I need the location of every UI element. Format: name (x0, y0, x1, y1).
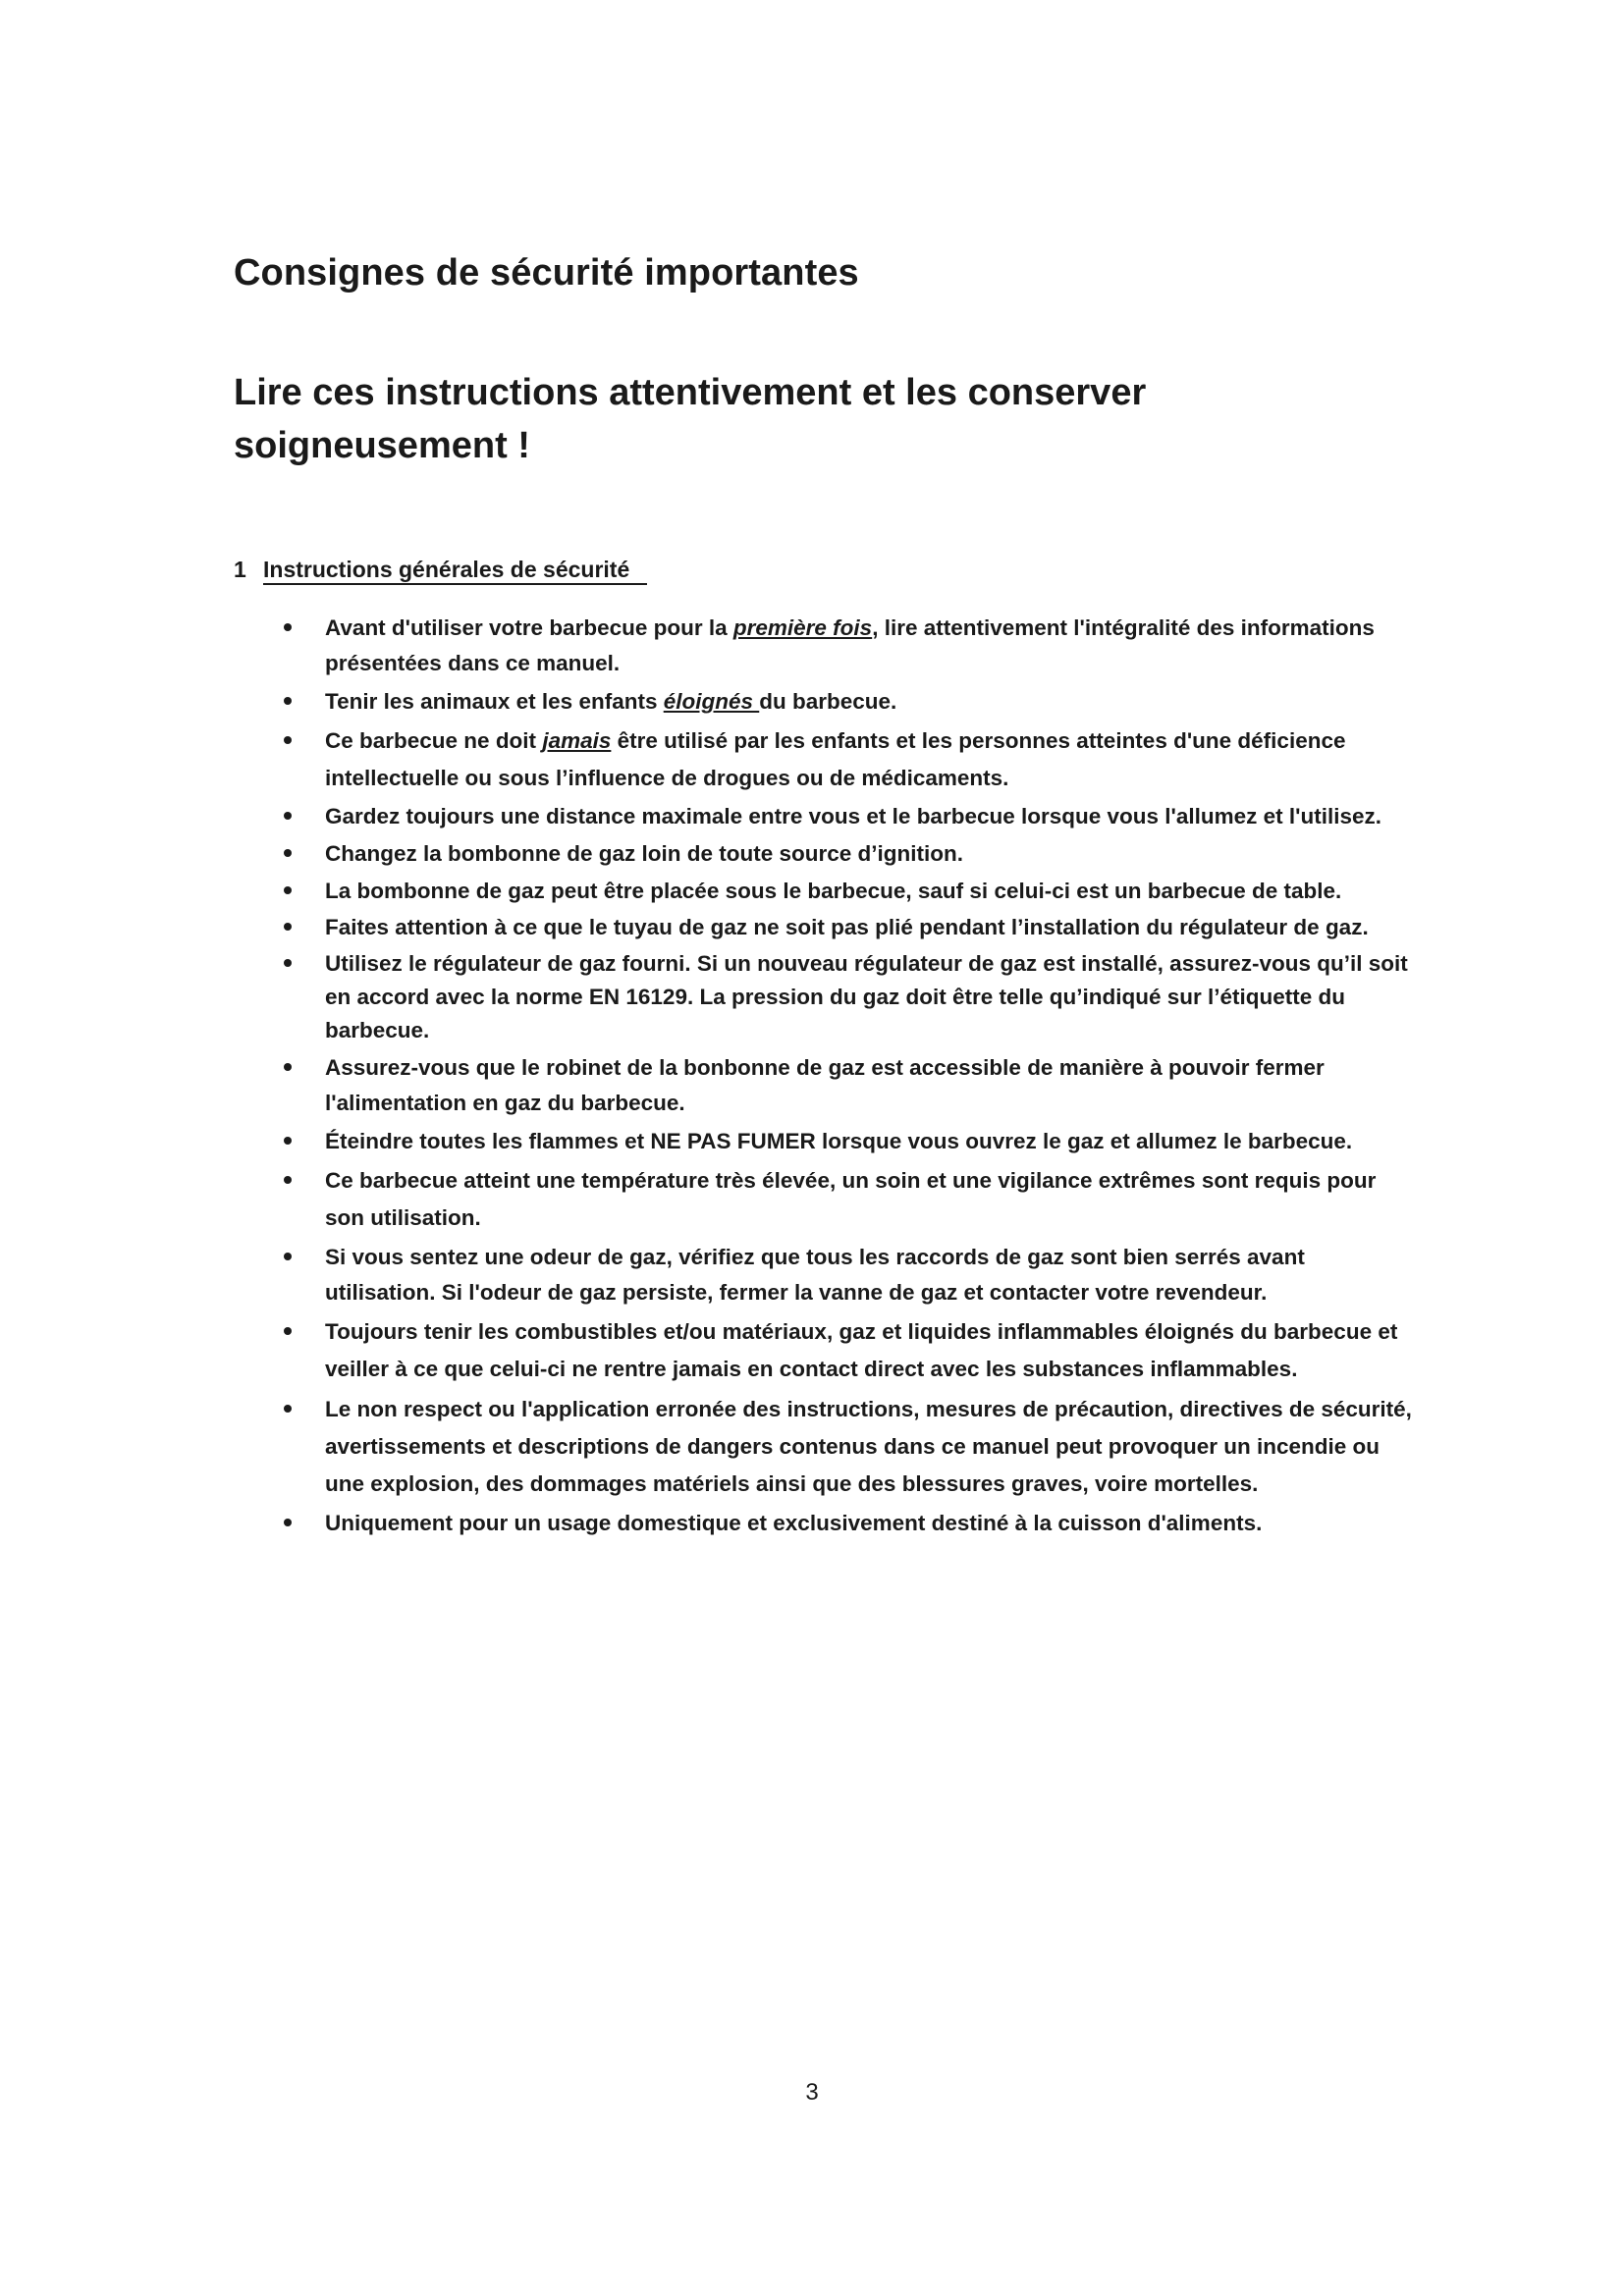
list-item-text: Si vous sentez une odeur de gaz, vérifiez que tous les raccords de gaz sont bien serrés avant utilisation. Si l'odeur de gaz persiste, fermer la vanne de gaz et contacter votre revendeur. (325, 1245, 1305, 1305)
list-item (278, 722, 1417, 797)
list-item (278, 1313, 1417, 1388)
list-item (278, 1050, 1417, 1121)
list-item-text: Faites attention à ce que le tuyau de gaz ne soit pas plié pendant l’installation du régulateur de gaz. (325, 915, 1369, 939)
list-item-text: Éteindre toutes les flammes et NE PAS FUMER lorsque vous ouvrez le gaz et allumez le barbecue. (325, 1129, 1353, 1153)
section-title: Instructions générales de sécurité (263, 556, 647, 585)
list-item (278, 1124, 1417, 1159)
bullet-icon (278, 836, 298, 872)
list-item-emphasis: jamais (542, 728, 612, 753)
bullet-icon (278, 875, 298, 908)
list-item-emphasis: première fois (732, 615, 873, 640)
list-item-text: Toujours tenir les combustibles et/ou matériaux, gaz et liquides inflammables éloignés du barbecue et veiller à ce que celui-ci ne rentre jamais en contact direct avec les substances inflammables. (325, 1319, 1398, 1381)
list-item-text: Utilisez le régulateur de gaz fourni. Si un nouveau régulateur de gaz est installé, assurez-vous qu’il soit en accord avec la norme EN 16129. La pression du gaz doit être telle qu’indiqué sur l’étiquette du barbecue. (325, 951, 1408, 1042)
list-item-text: Gardez toujours une distance maximale entre vous et le barbecue lorsque vous l'allumez et l'utilisez. (325, 804, 1382, 828)
list-item (278, 1506, 1417, 1541)
safety-instructions-list (278, 611, 1417, 1541)
list-item-text-before: Ce barbecue ne doit (325, 728, 543, 753)
bullet-icon (278, 1240, 298, 1275)
list-item-text-before: Tenir les animaux et les enfants (325, 689, 664, 714)
list-item (278, 1162, 1417, 1237)
list-item (278, 1391, 1417, 1503)
list-item-text: Le non respect ou l'application erronée des instructions, mesures de précaution, directives de sécurité, avertissements et descriptions de dangers contenus dans ce manuel peut provoquer un incendie ou une explosion, des dommages matériels ainsi que des blessures graves, voire mortelles. (325, 1397, 1412, 1496)
list-item-text-after: du barbecue. (759, 689, 897, 714)
bullet-icon (278, 1506, 298, 1541)
page-title: Consignes de sécurité importantes (234, 252, 859, 294)
list-item-text: Changez la bombonne de gaz loin de toute source d’ignition. (325, 841, 964, 866)
bullet-icon (278, 911, 298, 944)
list-item-text-before: Avant d'utiliser votre barbecue pour la (325, 615, 733, 640)
list-item-emphasis: éloignés (663, 689, 760, 714)
bullet-icon (278, 1050, 298, 1086)
list-item (278, 836, 1417, 872)
list-item-text: Assurez-vous que le robinet de la bonbonne de gaz est accessible de manière à pouvoir fermer l'alimentation en gaz du barbecue. (325, 1055, 1325, 1115)
section-number: 1 (234, 557, 246, 582)
page-subtitle: Lire ces instructions attentivement et les conserver soigneusement ! (234, 372, 1147, 466)
list-item (278, 1240, 1417, 1310)
list-item (278, 911, 1417, 944)
bullet-icon (278, 800, 298, 833)
list-item-text-after: être utilisé par les enfants et les personnes atteintes d'une déficience intellectuelle ou sous l’influence de drogues ou de médicaments. (325, 728, 1346, 790)
bullet-icon (278, 1391, 298, 1428)
list-item-text: La bombonne de gaz peut être placée sous le barbecue, sauf si celui-ci est un barbecue de table. (325, 879, 1342, 903)
list-item (278, 800, 1417, 833)
bullet-icon (278, 947, 298, 981)
bullet-icon (278, 722, 298, 760)
bullet-icon (278, 684, 298, 720)
list-item (278, 684, 1417, 720)
bullet-icon (278, 611, 298, 646)
list-item (278, 947, 1417, 1047)
page-number: 3 (805, 2079, 819, 2106)
section-heading (234, 556, 647, 585)
bullet-icon (278, 1124, 298, 1159)
bullet-icon (278, 1313, 298, 1351)
bullet-icon (278, 1162, 298, 1200)
list-item-text-after: , lire attentivement l'intégralité des informations présentées dans ce manuel. (325, 615, 1375, 675)
list-item (278, 611, 1417, 681)
list-item-text: Ce barbecue atteint une température très élevée, un soin et une vigilance extrêmes sont requis pour son utilisation. (325, 1168, 1377, 1230)
list-item-text: Uniquement pour un usage domestique et exclusivement destiné à la cuisson d'aliments. (325, 1511, 1263, 1535)
list-item (278, 875, 1417, 908)
